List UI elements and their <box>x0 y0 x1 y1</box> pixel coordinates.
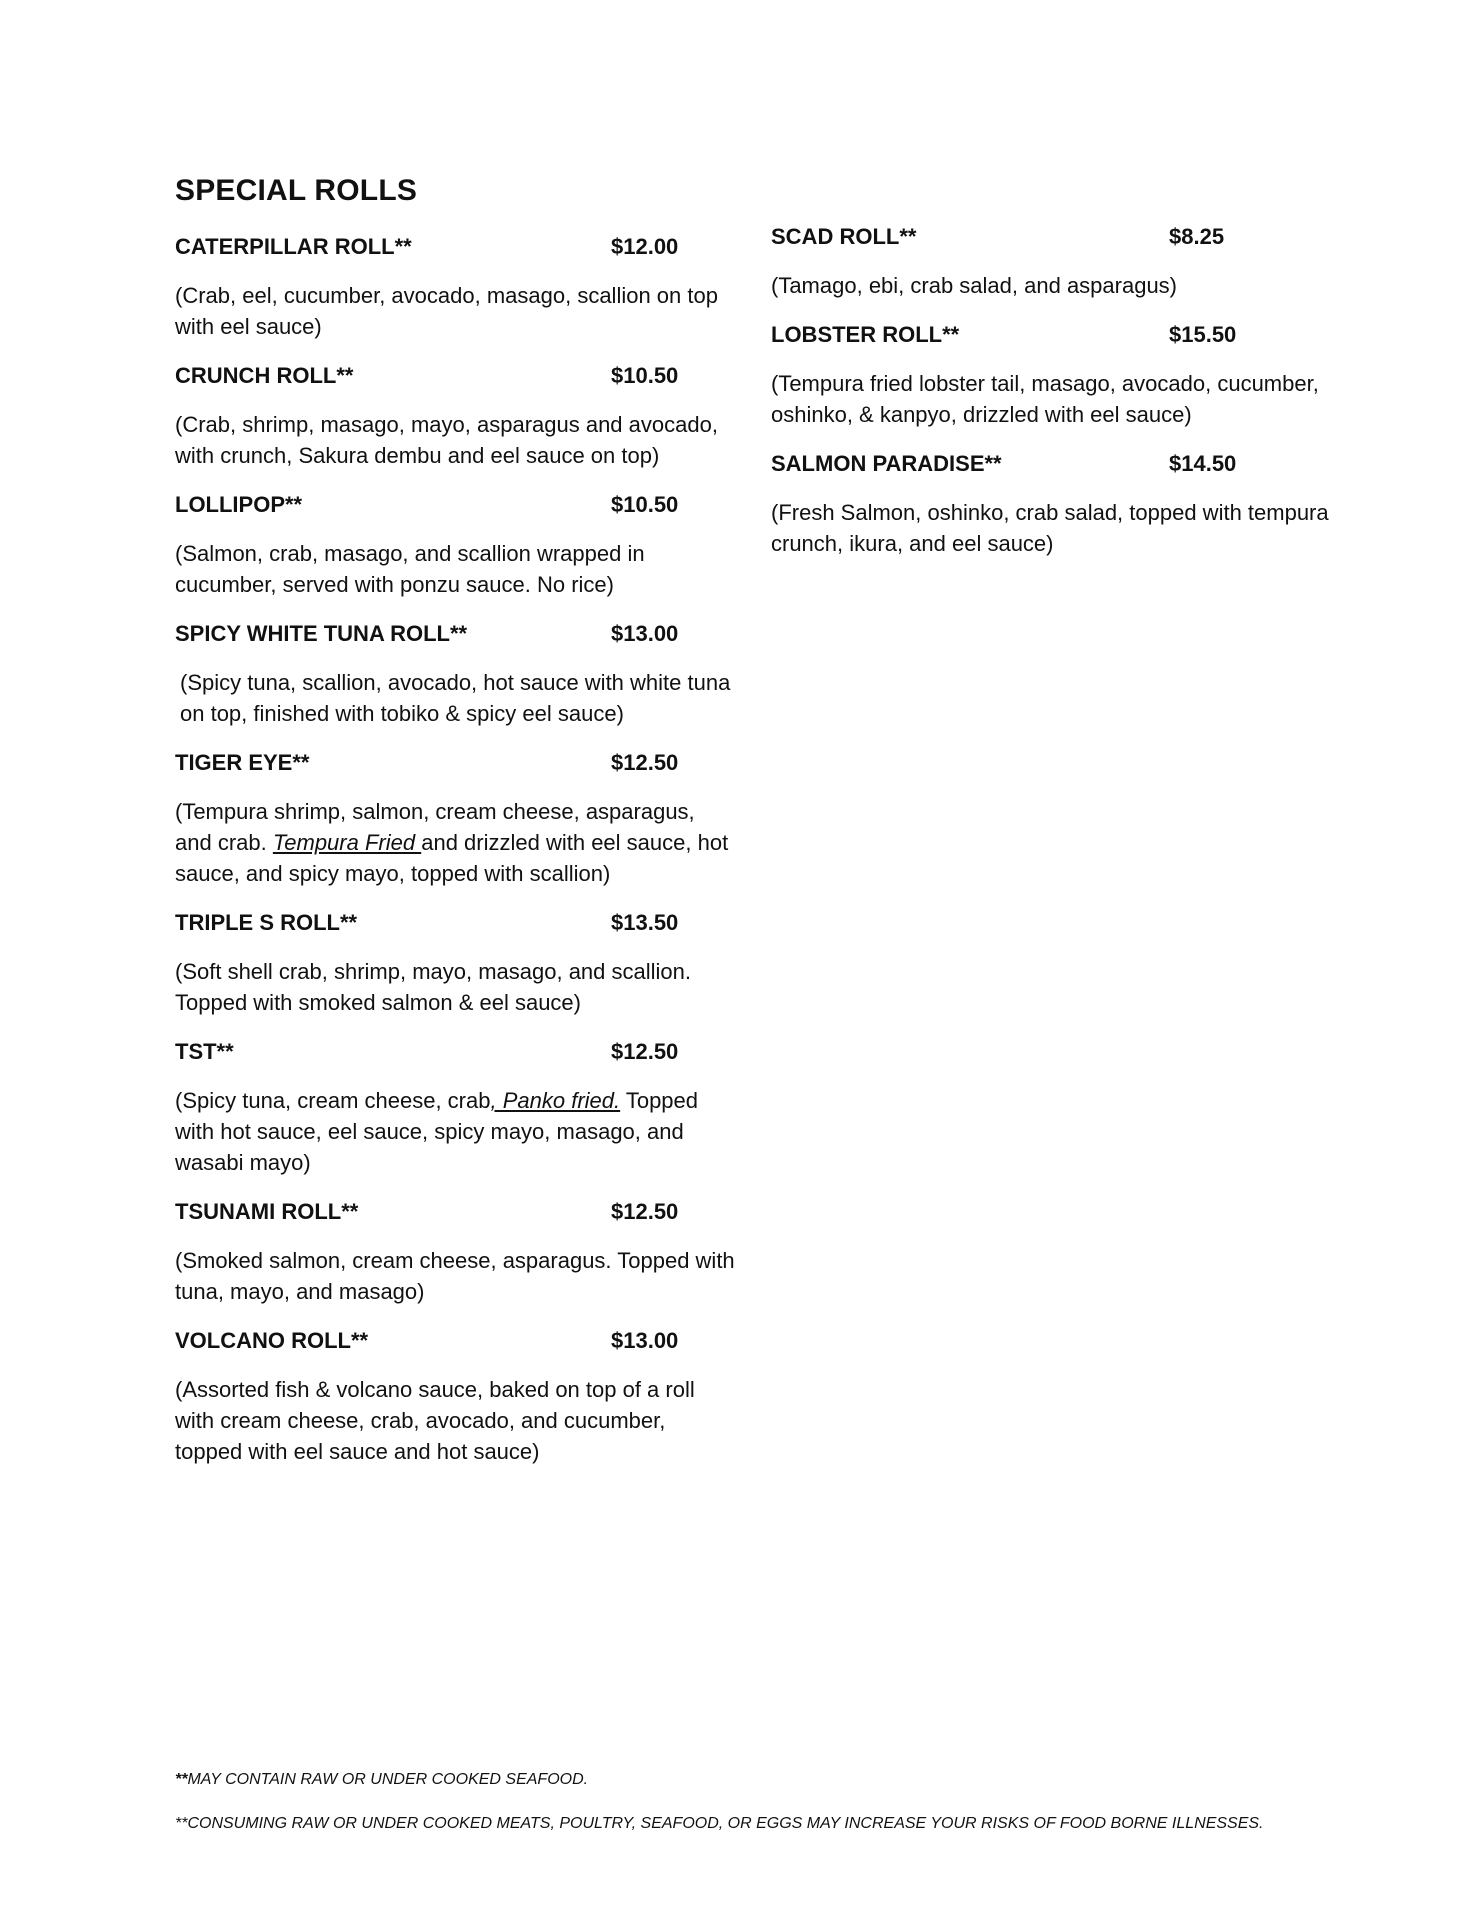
footer-stars: ** <box>175 1771 188 1788</box>
menu-column-left <box>175 232 735 1486</box>
item-description: (Tamago, ebi, crab salad, and asparagus) <box>771 273 1178 298</box>
item-header <box>175 1326 735 1356</box>
item-name: SPICY WHITE TUNA ROLL** <box>175 621 468 646</box>
item-header <box>771 320 1331 350</box>
menu-item-triple-s-roll <box>175 908 735 1018</box>
item-price: $14.50 <box>1169 451 1237 476</box>
footer-notice-text: MAY CONTAIN RAW OR UNDER COOKED SEAFOOD. <box>187 1771 589 1788</box>
item-name: TSUNAMI ROLL** <box>175 1199 359 1224</box>
item-description: (Soft shell crab, shrimp, mayo, masago, and scallion. Topped with smoked salmon & eel sauce) <box>175 959 692 1015</box>
item-name: CATERPILLAR ROLL** <box>175 234 412 259</box>
item-description: (Crab, shrimp, masago, mayo, asparagus and avocado, with crunch, Sakura dembu and eel sauce on top) <box>175 412 718 468</box>
item-name: CRUNCH ROLL** <box>175 363 354 388</box>
item-description: (Assorted fish & volcano sauce, baked on top of a roll with cream cheese, crab, avocado, and cucumber, topped with eel sauce and hot sauce) <box>175 1377 695 1464</box>
item-description: (Crab, eel, cucumber, avocado, masago, scallion on top with eel sauce) <box>175 283 718 339</box>
item-price: $13.00 <box>611 1328 679 1353</box>
item-description-emphasis: Tempura Fried <box>272 830 422 855</box>
item-description: (Salmon, crab, masago, and scallion wrapped in cucumber, served with ponzu sauce. No rice) <box>175 541 645 597</box>
menu-item-crunch-roll <box>175 361 735 471</box>
item-header <box>771 449 1331 479</box>
menu-item-lobster-roll <box>771 320 1331 430</box>
menu-item-lollipop <box>175 490 735 600</box>
menu-item-tsunami-roll <box>175 1197 735 1307</box>
page-title: SPECIAL ROLLS <box>175 174 418 207</box>
menu-item-scad-roll <box>771 222 1331 301</box>
item-header <box>175 232 735 262</box>
item-price: $8.25 <box>1169 224 1225 249</box>
item-description: (Fresh Salmon, oshinko, crab salad, topped with tempura crunch, ikura, and eel sauce) <box>771 500 1329 556</box>
item-header <box>175 748 735 778</box>
item-price: $10.50 <box>611 492 679 517</box>
item-name: SCAD ROLL** <box>771 224 917 249</box>
item-price: $13.00 <box>611 621 679 646</box>
item-description-text: and drizzled with eel sauce, hot sauce, and spicy mayo, topped with scallion) <box>175 830 729 886</box>
menu-item-spicy-white-tuna-roll <box>175 619 735 729</box>
item-header <box>175 361 735 391</box>
menu-item-tst <box>175 1037 735 1178</box>
footer-raw-seafood-notice <box>175 1771 1375 1789</box>
item-name: TRIPLE S ROLL** <box>175 910 358 935</box>
item-price: $13.50 <box>611 910 679 935</box>
item-description: (Smoked salmon, cream cheese, asparagus. Topped with tuna, mayo, and masago) <box>175 1248 735 1304</box>
item-description-text: Topped with hot sauce, eel sauce, spicy mayo, masago, and wasabi mayo) <box>175 1088 699 1175</box>
item-name: SALMON PARADISE** <box>771 451 1002 476</box>
item-price: $10.50 <box>611 363 679 388</box>
item-header <box>771 222 1331 252</box>
item-name: LOBSTER ROLL** <box>771 322 960 347</box>
item-header <box>175 1197 735 1227</box>
item-description: (Spicy tuna, scallion, avocado, hot sauce with white tuna on top, finished with tobiko & spicy eel sauce) <box>180 670 731 726</box>
item-description-text: (Spicy tuna, cream cheese, crab <box>175 1088 491 1113</box>
menu-item-tiger-eye <box>175 748 735 889</box>
item-header <box>175 619 735 649</box>
menu-item-caterpillar-roll <box>175 232 735 342</box>
item-header <box>175 490 735 520</box>
item-description <box>175 796 735 889</box>
item-price: $12.50 <box>611 750 679 775</box>
menu-item-volcano-roll <box>175 1326 735 1467</box>
item-price: $12.50 <box>611 1039 679 1064</box>
item-header <box>175 1037 735 1067</box>
item-description-emphasis: , Panko fried. <box>490 1088 621 1113</box>
item-description <box>175 1085 735 1178</box>
item-header <box>175 908 735 938</box>
item-name: TIGER EYE** <box>175 750 310 775</box>
item-name: TST** <box>175 1039 234 1064</box>
menu-item-salmon-paradise <box>771 449 1331 559</box>
item-description: (Tempura fried lobster tail, masago, avocado, cucumber, oshinko, & kanpyo, drizzled with eel sauce) <box>771 371 1319 427</box>
item-price: $12.00 <box>611 234 679 259</box>
footer-health-warning: **CONSUMING RAW OR UNDER COOKED MEATS, POULTRY, SEAFOOD, OR EGGS MAY INCREASE YOUR RISKS OF FOOD BORNE ILLNESSES. <box>175 1815 1264 1832</box>
item-description-text: (Tempura shrimp, salmon, cream cheese, asparagus, and crab. <box>175 799 695 855</box>
item-name: VOLCANO ROLL** <box>175 1328 369 1353</box>
menu-column-right <box>771 222 1331 578</box>
item-name: LOLLIPOP** <box>175 492 303 517</box>
item-price: $12.50 <box>611 1199 679 1224</box>
item-price: $15.50 <box>1169 322 1237 347</box>
